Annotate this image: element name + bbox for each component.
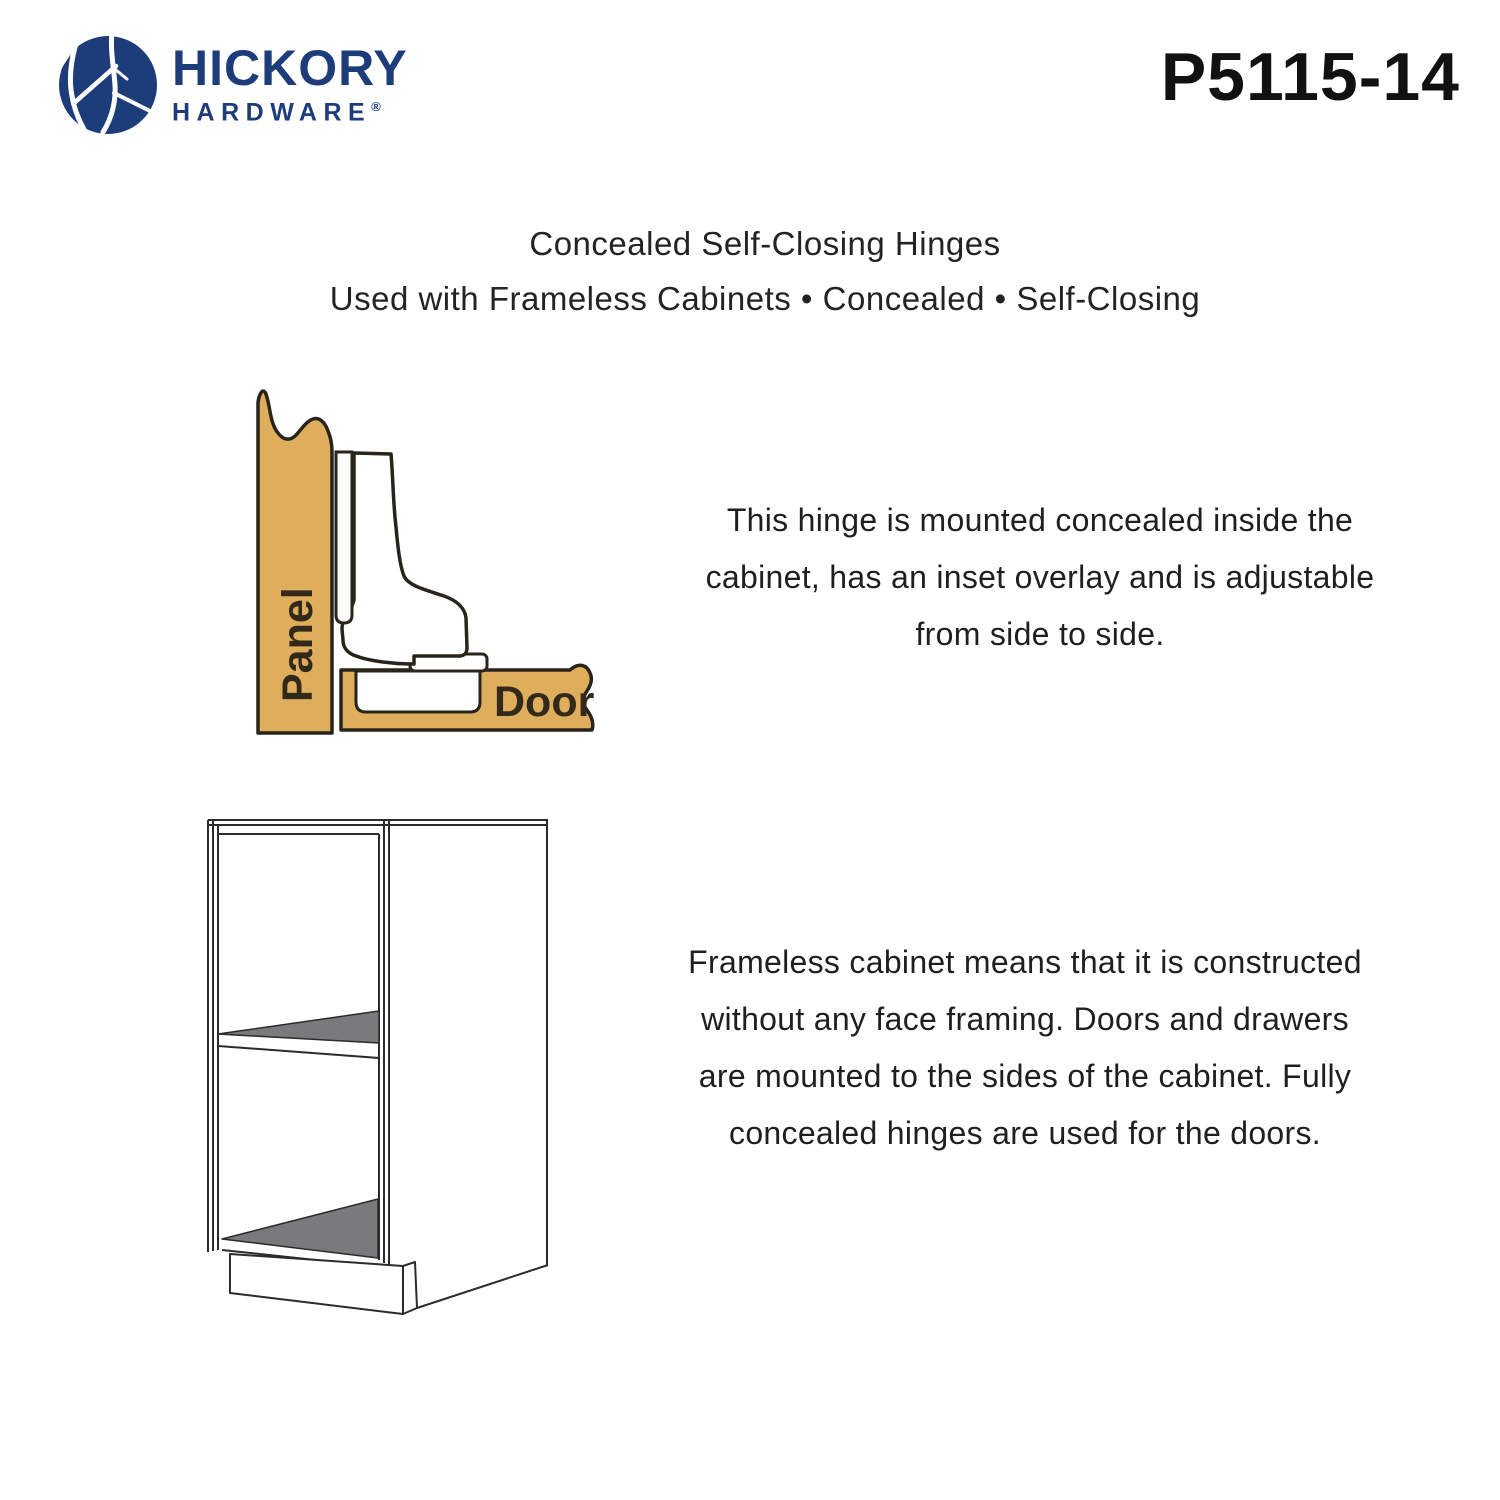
cabinet-description	[615, 934, 1435, 1162]
middle-shelf-front-edge	[218, 1046, 379, 1058]
brand-text-block	[172, 40, 408, 127]
cabinet-side-bottom-edge	[417, 1265, 548, 1308]
cabinet-right-stile	[379, 820, 389, 1266]
hinge-cup	[356, 671, 480, 712]
toe-kick-side	[403, 1262, 417, 1314]
toe-kick-front	[230, 1254, 403, 1314]
brand-sub-label: HARDWARE	[172, 98, 372, 127]
hinge-description-line-3: from side to side.	[915, 616, 1165, 652]
hinge-mounting-plate	[336, 452, 352, 623]
brand-name: HICKORY	[172, 40, 408, 96]
cabinet-left-stile	[208, 820, 218, 1252]
cabinet-description-line-2: without any face framing. Doors and drawers	[701, 1001, 1349, 1037]
hinge-cross-section-diagram	[245, 383, 605, 740]
bottom-shelf-top	[222, 1199, 378, 1258]
door-label: Door	[494, 678, 595, 726]
page-heading	[30, 216, 1500, 326]
hinge-description	[640, 492, 1440, 663]
hickory-branch-logo-icon	[55, 26, 161, 142]
frameless-cabinet-diagram	[185, 795, 570, 1360]
cabinet-description-line-1: Frameless cabinet means that it is constructed	[688, 944, 1362, 980]
cabinet-description-line-4: concealed hinges are used for the doors.	[729, 1115, 1321, 1151]
middle-shelf-top	[218, 1011, 379, 1043]
registered-mark: ®	[371, 99, 381, 114]
hinge-arm	[342, 453, 467, 664]
cabinet-description-line-3: are mounted to the sides of the cabinet. Fully	[698, 1058, 1352, 1094]
product-number: P5115-14	[1160, 39, 1460, 115]
heading-line-1: Concealed Self-Closing Hinges	[529, 225, 1001, 262]
heading-line-2: Used with Frameless Cabinets • Concealed • Self-Closing	[329, 280, 1201, 317]
panel-label: Panel	[274, 587, 322, 702]
hinge-description-line-2: cabinet, has an inset overlay and is adjustable	[705, 559, 1375, 595]
hinge-description-line-1: This hinge is mounted concealed inside the	[726, 502, 1354, 538]
brand-sub-name	[172, 94, 408, 125]
